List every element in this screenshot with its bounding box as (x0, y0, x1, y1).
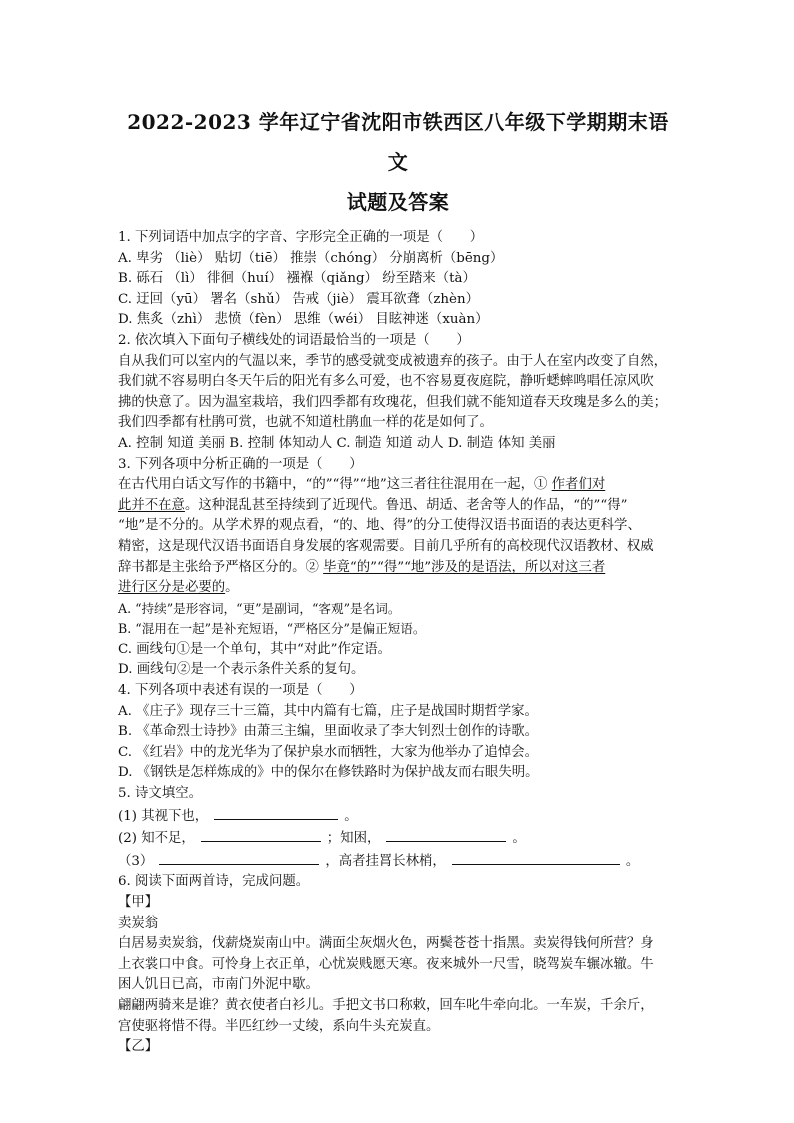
underlined-sentence-2: 毕竟“的”“得”“地”涉及的是语法，所以对这三者 (323, 559, 606, 575)
poem-line: 困人饥日已高，市南门外泥中歇。 (118, 977, 319, 993)
q1-stem: 1. 下列词语中加点字的字音、字形完全正确的一项是（ ） (118, 230, 484, 245)
q5-text: 。 (344, 808, 358, 824)
q5-text: 。 (625, 853, 640, 869)
document-page (118, 102, 678, 1058)
q3-passage-line (118, 578, 678, 599)
q5-text: ；知困， (326, 831, 381, 847)
q3-option-a: A. “持续”是形容词，“更”是副词，“客观”是名词。 (118, 600, 401, 616)
poem-label-yi: 【乙】 (118, 1039, 159, 1055)
q3-passage-line: 精密，这是现代汉语书面语自身发展的客观需要。目前几乎所有的高校现代汉语教材、权威 (118, 538, 654, 554)
document-title-line2: 试题及答案 (346, 190, 450, 214)
answer-blank[interactable] (386, 827, 506, 842)
q5-text: 。 (512, 831, 526, 847)
q2-passage-line: 我们就不容易明白冬天午后的阳光有多么可爱，也不容易夏夜庭院，静听蟋蟀鸣唱任凉风吹 (118, 374, 654, 390)
q5-item-3 (118, 850, 678, 873)
q4-stem: 4. 下列各项中表述有误的一项是（ ） (118, 683, 363, 699)
underlined-sentence-1: 作者们对 (551, 477, 606, 493)
poem-title: 卖炭翁 (118, 915, 159, 931)
q1-option-c: C. 迂回（yū） 署名（shǔ） 告戒（jiè） 震耳欲聋（zhèn） (118, 291, 479, 307)
q3-passage-line (118, 496, 678, 517)
q3-option-c: C. 画线句①是一个单句，其中“对此”作定语。 (118, 641, 392, 657)
q5-text: (2) 知不足， (118, 831, 195, 847)
q5-item-1 (118, 805, 678, 828)
q1-option-b: B. 砾石 （lì） 徘徊（huí） 襁褓（qiǎng） 纷至踏来（tà） (118, 271, 476, 287)
answer-blank[interactable] (159, 850, 319, 865)
q2-options: A. 控制 知道 美丽 B. 控制 体知动人 C. 制造 知道 动人 D. 制造 体知 美丽 (118, 435, 556, 451)
q2-passage-line: 拂的快意了。因为温室栽培，我们四季都有玫瑰花，但我们就不能知道春天玫瑰是多么的美； (118, 394, 668, 410)
underlined-sentence-2: 进行区分是必要的 (118, 580, 226, 596)
q5-text: ，高者挂罥长林梢， (325, 853, 446, 869)
q4-option-c: C. 《红岩》中的龙光华为了保护泉水而牺牲，大家为他举办了追悼会。 (118, 744, 538, 760)
q3-passage-line: “地”是不分的。从学术界的观点看，“的、地、得”的分工使得汉语书面语的表达更科学、 (118, 518, 641, 534)
q1-option-a: A. 卑劣 （liè） 贴切（tiē） 推崇（chóng） 分崩离析（bēng） (118, 250, 504, 266)
answer-blank[interactable] (452, 850, 620, 865)
q5-stem: 5. 诗文填空。 (118, 786, 202, 802)
q6-stem: 6. 阅读下面两首诗，完成问题。 (118, 874, 310, 890)
q4-option-d: D. 《钢铁是怎样炼成的》中的保尔在修铁路时为保护战友而右眼失明。 (118, 765, 539, 781)
answer-blank[interactable] (214, 805, 338, 820)
q3-text: 辞书都是主张给予严格区分的。② (118, 559, 324, 575)
q4-option-b: B. 《革命烈士诗抄》由萧三主编，里面收录了李大钊烈士创作的诗歌。 (118, 724, 539, 740)
q2-stem: 2. 依次填入下面句子横线处的词语最恰当的一项是（ ） (118, 332, 470, 348)
document-title: 2022-2023 学年辽宁省沈阳市铁西区八年级下学期期末语文 (127, 110, 669, 174)
poem-label-jia: 【甲】 (118, 895, 159, 910)
q3-text: 。 (225, 580, 239, 596)
q4-option-a: A. 《庄子》现存三十三篇，其中内篇有七篇，庄子是战国时期哲学家。 (118, 703, 538, 719)
q1-option-d: D. 焦炙（zhì） 悲愤（fèn） 思维（wéi） 目眩神迷（xuàn） (118, 312, 489, 328)
q2-passage-line: 自从我们可以室内的气温以来，季节的感受就变成被遗弃的孩子。由于人在室内改变了自然， (118, 353, 668, 369)
poem-line: 翩翩两骑来是谁？黄衣使者白衫儿。手把文书口称敕，回车叱牛牵向北。一车炭，千余斤， (118, 997, 654, 1013)
q3-passage-line (118, 475, 678, 496)
q3-stem: 3. 下列各项中分析正确的一项是（ ） (118, 456, 363, 472)
q3-passage-line (118, 558, 678, 579)
poem-line: 上衣裳口中食。可怜身上衣正单，心忧炭贱愿天寒。夜来城外一尺雪，晓驾炭车辗冰辙。牛 (118, 956, 654, 972)
q5-text: （3） (118, 853, 154, 869)
poem-line: 白居易卖炭翁，伐薪烧炭南山中。满面尘灰烟火色，两鬓苍苍十指黑。卖炭得钱何所营？身 (118, 936, 654, 952)
q3-text: 。这种混乱甚至持续到了近现代。鲁迅、胡适、老舍等人的作品，“的”“得” (184, 497, 628, 513)
q3-option-b: B. “混用在一起”是补充短语，“严格区分”是偏正短语。 (118, 621, 426, 637)
poem-line: 宫使驱将惜不得。半匹红纱一丈绫，系向牛头充炭直。 (118, 1018, 440, 1034)
q2-passage-line: 我们四季都有杜鹃可赏，也就不知道杜鹃血一样的花是如何了。 (118, 415, 493, 431)
answer-blank[interactable] (201, 827, 321, 842)
q3-option-d: D. 画线句②是一个表示条件关系的复句。 (118, 662, 365, 678)
q5-item-2 (118, 827, 678, 850)
underlined-sentence-1: 此并不在意 (118, 497, 185, 513)
q3-text: 在古代用白话文写作的书籍中，“的”“得”“地”这三者往往混用在一起，① (118, 477, 552, 493)
q5-text: (1) 其视下也， (118, 808, 209, 824)
